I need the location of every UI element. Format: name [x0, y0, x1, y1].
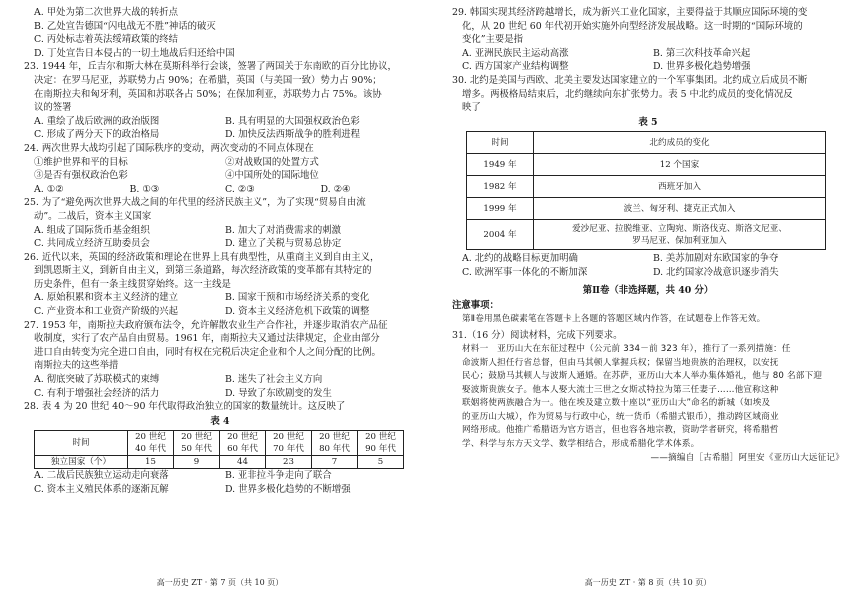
- item-4: ④中国所处的国际地位: [225, 170, 319, 182]
- question-25: [24, 196, 416, 250]
- question-text: 变化”主要是指: [462, 34, 524, 46]
- question-text: 历史条件，但有一条主线贯穿始终。这一主线是: [34, 278, 231, 290]
- option-c: C. 共同成立经济互助委员会: [34, 238, 150, 250]
- value-cell: 9: [174, 456, 220, 469]
- table-caption: 表 4: [210, 415, 230, 427]
- change-cell: 波兰、匈牙利、捷克正式加入: [534, 198, 826, 220]
- question-text: 29. 韩国实现其经济跨越增长，成为新兴工业化国家，主要得益于其顺应国际环境的变: [452, 7, 808, 18]
- option-a: A. 原始积累和资本主义经济的建立: [34, 292, 178, 304]
- question-text: 26. 近代以来，英国的经济政策和理论在世界上具有典型性，从重商主义到自由主义，: [24, 251, 380, 263]
- option-b: B. ①③: [129, 183, 160, 195]
- option: A. 甲处为第二次世界大战的转折点: [34, 7, 178, 18]
- decade-cell: 20 世纪 60 年代: [220, 431, 266, 456]
- value-cell: 5: [358, 456, 404, 469]
- option-d: D. 导致了东欧剧变的发生: [225, 387, 332, 399]
- material-line: 娶波斯贵族女子。他本人娶大流士三世之女斯忒特拉为第三任妻子……他宣称这种: [462, 384, 779, 395]
- table-row: [467, 220, 826, 250]
- option-b: B. 迷失了社会主义方向: [225, 374, 323, 386]
- value-cell: 44: [220, 456, 266, 469]
- table-row: [35, 456, 404, 469]
- question-23: [24, 60, 416, 142]
- right-page: [452, 6, 844, 465]
- question-text: 议的签署: [34, 102, 72, 114]
- item-1: ①维护世界和平的目标: [34, 156, 128, 168]
- question-text: 25. 为了“避免两次世界大战之间的年代里的经济民族主义”，为了实现“贸易自由流: [24, 197, 366, 209]
- question-text: 28. 表 4 为 20 世纪 40～90 年代取得政治独立的国家的数量统计。这反映了: [24, 401, 346, 413]
- option-c: C. 形成了两分天下的政治格局: [34, 129, 160, 141]
- question-text: 31.（16 分）阅读材料，完成下列要求。: [452, 330, 623, 342]
- option-d: D. 世界多极化趋势的不断增强: [225, 484, 351, 495]
- year-cell: 1999 年: [467, 198, 534, 220]
- option-b: B. 具有明显的大国强权政治色彩: [225, 115, 360, 127]
- question-text: 映了: [462, 102, 481, 114]
- option-c: C. 西方国家产业结构调整: [462, 61, 569, 73]
- option-d: D. 北约国家冷战意识逐步消失: [653, 266, 779, 278]
- option-b: B. 亚非拉斗争走向了联合: [225, 470, 332, 482]
- table-caption: 表 5: [638, 116, 658, 128]
- table-5: [466, 131, 826, 250]
- question-30: [452, 74, 844, 280]
- option-d: D. 加快反法西斯战争的胜利进程: [225, 129, 361, 141]
- option-d: D. ②④: [320, 183, 351, 195]
- material-line: 联姻将使两族融合为一。他在埃及建立数十座以“亚历山大”命名的新城（如埃及: [462, 398, 771, 409]
- option-a: A. ①②: [34, 183, 64, 195]
- option-c: C. 欧洲军事一体化的不断加深: [462, 266, 588, 278]
- question-text: 30. 北约是美国与西欧、北美主要发达国家建立的一个军事集团。北约成立后成员不断: [452, 74, 808, 86]
- table-header-row: [35, 431, 404, 456]
- table-row: [467, 198, 826, 220]
- option-b: B. 加大了对消费需求的刺激: [225, 224, 341, 236]
- option-a: A. 北约的战略目标更加明确: [462, 253, 578, 265]
- question-text: 到凯恩斯主义，到新自由主义，到第三条道路，每次经济政策的变革都有其特定的: [34, 265, 372, 277]
- question-24: [24, 142, 416, 196]
- table-row: [467, 154, 826, 176]
- option: B. 乙处宣告德国“闪电战无不胜”神话的破灭: [34, 20, 216, 32]
- question-text: 收制度，实行了农产品自由贸易。1961 年，南斯拉夫又通过法律规定，企业由部分: [34, 333, 380, 345]
- option-d: D. 世界多极化趋势增强: [653, 61, 751, 73]
- table-row: [467, 176, 826, 198]
- value-cell: 23: [266, 456, 312, 469]
- option-b: B. 第三次科技革命兴起: [653, 47, 751, 59]
- option-b: B. 美苏加剧对东欧国家的争夺: [653, 253, 779, 265]
- question-27: [24, 319, 416, 401]
- value-cell: 7: [312, 456, 358, 469]
- decade-cell: 20 世纪 70 年代: [266, 431, 312, 456]
- notes-title: 注意事项：: [452, 300, 499, 312]
- notes-text: 第Ⅱ卷用黑色碳素笔在答题卡上各题的答题区域内作答，在试题卷上作答无效。: [462, 313, 766, 324]
- row-label: 独立国家（个）: [35, 456, 128, 469]
- item-2: ②对战败国的处置方式: [225, 156, 319, 168]
- material-line: 网络形成。他推广希腊语为官方语言，但也容各地宗教，资助学者研究，将希腊哲: [462, 425, 779, 436]
- table-4: [34, 430, 404, 469]
- option-c: C. 资本主义殖民体系的逐渐瓦解: [34, 484, 169, 495]
- material-line: 命波斯人担任行省总督，但由马其顿人掌握兵权；保留当地贵族的治理权，以安抚: [462, 357, 779, 368]
- decade-cell: 20 世纪 40 年代: [128, 431, 174, 456]
- page-footer-left: 高一历史 ZT · 第 7 页（共 10 页）: [156, 578, 284, 587]
- table-header-cell: 时间: [35, 431, 128, 456]
- table-header-cell: 时间: [467, 132, 534, 154]
- question-text: 23. 1944 年，丘吉尔和斯大林在莫斯科举行会谈，签署了两国关于东南欧的百分比协议，: [24, 61, 397, 73]
- section-heading: 第Ⅱ卷（非选择题，共 40 分）: [582, 284, 714, 296]
- table-header-cell: 北约成员的变化: [534, 132, 826, 154]
- year-cell: 2004 年: [467, 220, 534, 250]
- left-page: [24, 6, 416, 497]
- material-line: 的亚历山大城），作为贸易与行政中心，统一货币（希腊式银币），推动跨区域商业: [462, 411, 779, 422]
- option: C. 丙处标志着英法绥靖政策的终结: [34, 34, 179, 46]
- option-a: A. 彻底突破了苏联模式的束缚: [34, 374, 160, 386]
- decade-cell: 20 世纪 80 年代: [312, 431, 358, 456]
- item-3: ③是否有强权政治色彩: [34, 170, 128, 182]
- question-text: 在南斯拉夫和匈牙利，英国和苏联各占 50%；在保加利亚，苏联势力占 75%。该协: [34, 88, 382, 100]
- page-footer-right: 高一历史 ZT · 第 8 页（共 10 页）: [584, 578, 712, 587]
- option-c: C. 有利于增强社会经济的活力: [34, 387, 160, 399]
- material-line: 材料一 亚历山大在东征过程中（公元前 334－前 323 年），推行了一系列措施：任: [462, 343, 791, 354]
- option-a: A. 重绘了战后欧洲的政治版图: [34, 115, 160, 127]
- option-a: A. 亚洲民族民主运动高涨: [462, 47, 569, 59]
- material-line: 民心；鼓励马其顿人与波斯人通婚。在苏萨，亚历山大本人举办集体婚礼，他与 80 名部下迎: [462, 371, 823, 382]
- question-31: [452, 329, 844, 465]
- change-cell: 爱沙尼亚、拉脱维亚、立陶宛、斯洛伐克、斯洛文尼亚、 罗马尼亚、保加利亚加入: [534, 220, 826, 250]
- prev-question-options: [24, 6, 416, 60]
- option-a: A. 组成了国际货币基金组织: [34, 224, 150, 236]
- option-c: C. ②③: [225, 183, 255, 195]
- year-cell: 1982 年: [467, 176, 534, 198]
- change-cell: 12 个国家: [534, 154, 826, 176]
- table-header-row: [467, 132, 826, 154]
- question-text: 24. 两次世界大战均引起了国际秩序的变动，两次变动的不同点体现在: [24, 142, 314, 154]
- material-source: ——摘编自［古希腊］阿里安《亚历山大远征记》: [650, 452, 844, 463]
- value-cell: 15: [128, 456, 174, 469]
- option-d: D. 建立了关税与贸易总协定: [225, 238, 342, 250]
- question-text: 动”。二战后，资本主义国家: [34, 210, 152, 222]
- question-text: 增多。两极格局结束后，北约继续向东扩张势力。表 5 中北约成员的变化情况反: [462, 88, 793, 100]
- question-text: 南斯拉夫的这些举措: [34, 360, 119, 372]
- option-d: D. 资本主义经济危机下政策的调整: [225, 306, 370, 318]
- question-text: 27. 1953 年，南斯拉夫政府颁布法令，允许解散农业生产合作社，并逐步取消农产品征: [24, 319, 388, 331]
- question-text: 化，从 20 世纪 60 年代初开始实施外向型经济发展战略。这一时期的“国际环境的: [462, 20, 803, 32]
- decade-cell: 20 世纪 50 年代: [174, 431, 220, 456]
- question-26: [24, 251, 416, 319]
- option-c: C. 产业资本和工业资产阶级的兴起: [34, 306, 179, 318]
- year-cell: 1949 年: [467, 154, 534, 176]
- question-text: 进口自由转变为完全进口自由，同时有权在完税后决定企业和个人之间分配的比例。: [34, 346, 381, 358]
- question-28: [24, 400, 416, 496]
- decade-cell: 20 世纪 90 年代: [358, 431, 404, 456]
- option-b: B. 国家干预和市场经济关系的变化: [225, 292, 370, 304]
- question-text: 决定：在罗马尼亚，苏联势力占 90%；在希腊，英国（与美国一致）势力占 90%；: [34, 74, 382, 86]
- option: D. 丁处宣告日本侵占的一切土地战后归还给中国: [34, 47, 235, 59]
- question-29: [452, 6, 844, 74]
- material-line: 学、科学与东方天文学、数学相结合，形成希腊化学术体系。: [462, 439, 700, 450]
- change-cell: 西班牙加入: [534, 176, 826, 198]
- option-a: A. 二战后民族独立运动走向衰落: [34, 470, 169, 482]
